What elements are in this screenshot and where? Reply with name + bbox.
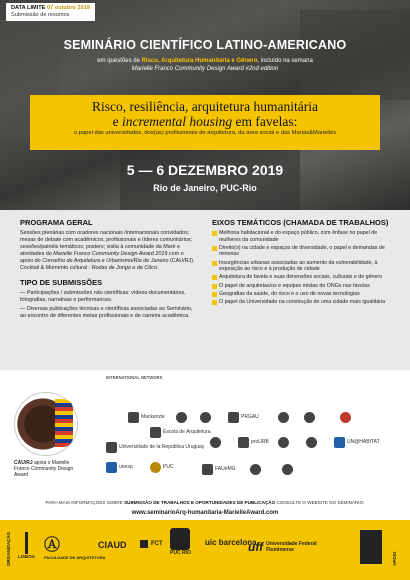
partner-logo: [228, 410, 259, 424]
lr-logo-icon: [304, 412, 315, 423]
prgau-logo-icon: [228, 412, 239, 423]
website-link[interactable]: www.seminarioArq-humanitaria-MarielleAward.com: [131, 510, 279, 516]
program-text-1: Sessões plenárias com oradores nacionais /internacionais convidados; mesas de debate com acadêmicos, profissionais e líderes comunitários; sessões/painéis temáticos; posters; visita à comunidade da Maré e atividades do: [20, 230, 192, 257]
program-text-mid: com o apoio do: [20, 251, 184, 264]
partner-logo: [200, 410, 213, 424]
fct-logo: [140, 540, 163, 548]
deadline-sub: Submissão de resumos: [11, 12, 70, 18]
unesp-logo-icon: [106, 462, 117, 473]
banner-line2-prefix: e: [112, 114, 123, 129]
themes-heading: EIXOS TEMÁTICOS (CHAMADA DE TRABALHOS): [212, 218, 389, 227]
banner-line3: o papel das universidades, dos(as) profissionais de arquitetura, da área social e das Marias&Marielles: [73, 130, 337, 136]
seminar-title: SEMINÁRIO CIENTÍFICO LATINO-AMERICANO: [63, 38, 347, 52]
network-title: INTERNATIONAL NETWORK: [106, 375, 163, 380]
organizers-footer: [0, 520, 410, 580]
square-bullet-icon: [212, 275, 217, 280]
theme-item: [212, 230, 390, 243]
organization-label: ORGANIZAÇÃO: [6, 532, 11, 566]
square-bullet-icon: [212, 231, 217, 236]
puc-rio-logo: [170, 528, 191, 556]
uff-logo: [248, 540, 326, 554]
subtitle-award: Marielle Franco Community Design Award #2nd edition: [131, 66, 279, 72]
partner-logo-text: proURB: [251, 439, 269, 445]
partner-logo: [304, 410, 317, 424]
partner-logo: [340, 410, 353, 424]
partner-logo: [250, 462, 263, 476]
deadline-label: DATA LIMITE: [11, 5, 46, 11]
program-column: [20, 218, 198, 322]
submission-item-1: — Participações / submissões não científicas: vídeos-documentários, fotografias, narrativas e performances.: [20, 290, 186, 303]
banner-line2-italic: incremental housing: [122, 114, 233, 129]
partner-logo: [150, 460, 174, 474]
puc-logo-icon: [150, 462, 161, 473]
puc-rio-text: PUC RIO: [170, 550, 191, 556]
partner-logo: [238, 435, 269, 449]
partner-logo-text: FAUeMG: [215, 466, 236, 472]
deadline-tag: [6, 3, 95, 21]
partner-logo: [278, 410, 291, 424]
subtitle-highlight: Risco, Arquitetura Humanitária e Gênero: [141, 58, 258, 64]
university-seal-icon: [200, 412, 211, 423]
theme-item: [212, 245, 390, 258]
info-suffix: CONSULTE O WEBSITE DO SEMINÁRIO:: [275, 500, 365, 505]
prourb-logo-icon: [238, 437, 249, 448]
theme-item-text: O papel da Universidade na construção de uma cidade mais igualitária: [219, 298, 386, 305]
program-text-end: (CAU/RJ). Cocktail & Momento cultural :: [20, 258, 195, 271]
uff-mark-icon: uff: [248, 540, 264, 554]
themes-column: [212, 218, 390, 307]
theme-item-text: Arquitetura de favela e suas dimensões sociais, culturais e de gênero: [219, 274, 383, 281]
partner-logo: [176, 410, 189, 424]
theme-item: [212, 291, 390, 298]
square-bullet-icon: [212, 300, 217, 305]
partners-section: [0, 370, 410, 520]
arch-logo-icon: [282, 464, 293, 475]
deadline-date: 07 outubro 2019: [46, 5, 90, 11]
banner-line1: Risco, resiliência, arquitetura humanitária: [91, 99, 319, 114]
program-text-council: Conselho de Arquitetura e Urbanismo/Rio de Janeiro: [42, 258, 169, 264]
hero-banner: [0, 0, 410, 210]
iaa-logo-icon: [340, 412, 351, 423]
lisboa-text: LISBOA: [18, 554, 36, 559]
seal-logo-icon: [278, 437, 289, 448]
event-date: 5 — 6 DEZEMBRO 2019: [126, 162, 284, 178]
support-label: APOIO: [392, 551, 397, 566]
theme-item: [212, 274, 390, 281]
info-notice: [0, 500, 410, 505]
cau-text: apoia o Marielle Franco Community Design Award: [14, 460, 74, 478]
info-prefix: PARA MAIS INFORMAÇÕES SOBRE: [45, 500, 125, 505]
partner-logo: [210, 435, 223, 449]
theme-item-text: Geografias da saúde, do risco e o uso de novas tecnologias: [219, 290, 360, 297]
square-bullet-icon: [212, 292, 217, 297]
square-bullet-icon: [212, 284, 217, 289]
partner-logo: [278, 435, 291, 449]
school-architecture-logo-icon: [150, 427, 161, 438]
triangle-logo-icon: [278, 412, 289, 423]
info-panel: [0, 210, 410, 370]
submission-heading: TIPO DE SUBMISSÕES: [20, 278, 103, 287]
partner-logo-text: Mackenzie: [141, 414, 165, 420]
marielle-portrait-emblem: [14, 392, 78, 456]
banner-line2: [30, 114, 380, 129]
theme-item-text: Direito(s) na cidade e espaços de diversidade, o papel e demandas de minorias: [219, 244, 385, 258]
partner-logo-text: PRGAU: [241, 414, 259, 420]
subtitle-prefix: em questões de: [97, 58, 142, 64]
program-text: [20, 230, 198, 272]
banner-line2-suffix: em favelas:: [232, 114, 298, 129]
info-bold: SUBMISSÃO DE TRABALHOS E OPORTUNIDADES DE PUBLICAÇÃO: [124, 500, 276, 505]
partner-logo-text: Universidade de la República Uruguay: [119, 444, 205, 450]
sigma-logo-icon: [176, 412, 187, 423]
partner-logo: [128, 410, 165, 424]
partner-logo-text: PUC: [163, 464, 174, 470]
theme-item-text: Melhoria habitacional e do espaço público, com ênfase no papel de mulheres da comunidade: [219, 230, 378, 243]
fa-text: FACULDADE DE ARQUITETURA: [44, 555, 106, 560]
fauemg-logo-icon: [202, 464, 213, 475]
un-habitat-logo-icon: [334, 437, 345, 448]
fa-logo: [44, 532, 105, 560]
mackenzie-logo-icon: [128, 412, 139, 423]
partner-logo: [334, 435, 380, 449]
ma-logo-icon: [210, 437, 221, 448]
theme-item-text: Insurgências urbanas associadas ao aumento da vulnerabilidade, à exposição ao risco e à produção de cidade: [219, 259, 378, 273]
theme-item: [212, 299, 390, 306]
theme-item: [212, 260, 390, 273]
submission-item-2: — Diversas publicações técnicas e científicas associadas ao Seminário, ao encontro de diferentes metas profissionais e de carreira acadêmica.: [20, 306, 193, 319]
theme-item: [212, 283, 390, 290]
uff-text: Universidade Federal Fluminense: [266, 541, 317, 553]
puc-crest-icon: [170, 528, 190, 550]
partner-logo: [306, 435, 319, 449]
cau-name: CAU/RJ: [14, 460, 33, 466]
partner-logo-text: Escola de Arquitetura: [163, 429, 211, 435]
lisboa-logo: [18, 532, 35, 559]
partner-logo: [150, 425, 211, 439]
uic-text: uic barcelona: [205, 538, 257, 547]
striped-hair-icon: [55, 399, 73, 447]
ciaud-text: CIAUD: [98, 540, 127, 550]
partner-logo: [106, 460, 133, 474]
square-bullet-icon: [212, 261, 217, 266]
partner-logo: [202, 462, 236, 476]
partner-logo: [106, 440, 204, 454]
seminar-subtitle: [0, 57, 410, 73]
support-seal-icon: [360, 530, 382, 564]
fct-text: FCT: [151, 541, 163, 547]
ciaud-logo: [98, 540, 127, 550]
cau-support-note: [14, 460, 84, 478]
wreath-logo-icon: [306, 437, 317, 448]
subtitle-suffix: , incluído na semana: [257, 58, 313, 64]
event-place: Rio de Janeiro, PUC-Rio: [153, 183, 257, 193]
theme-item-text: O papel de arquitetas/os e equipes mistas de ONGs nas favelas: [219, 282, 370, 289]
partner-logo-text: UN@HABITAT: [347, 439, 380, 445]
partner-logo-text: unesp: [119, 464, 133, 470]
theme-banner: [30, 95, 380, 150]
fa-a-icon: Ⓐ: [44, 537, 61, 554]
program-heading: PROGRAMA GERAL: [20, 218, 93, 227]
udelar-logo-icon: [106, 442, 117, 453]
lisboa-u-icon: [25, 532, 28, 554]
program-text-award: Marielle Franco Community Design Award 2019: [53, 251, 168, 257]
support-logo: [360, 530, 385, 564]
dome-logo-icon: [250, 464, 261, 475]
program-text-culture: Rodas de Jongo e de Côco.: [91, 265, 159, 271]
square-bullet-icon: [212, 246, 217, 251]
fct-square-icon: [140, 540, 148, 548]
partner-logo: [282, 462, 295, 476]
